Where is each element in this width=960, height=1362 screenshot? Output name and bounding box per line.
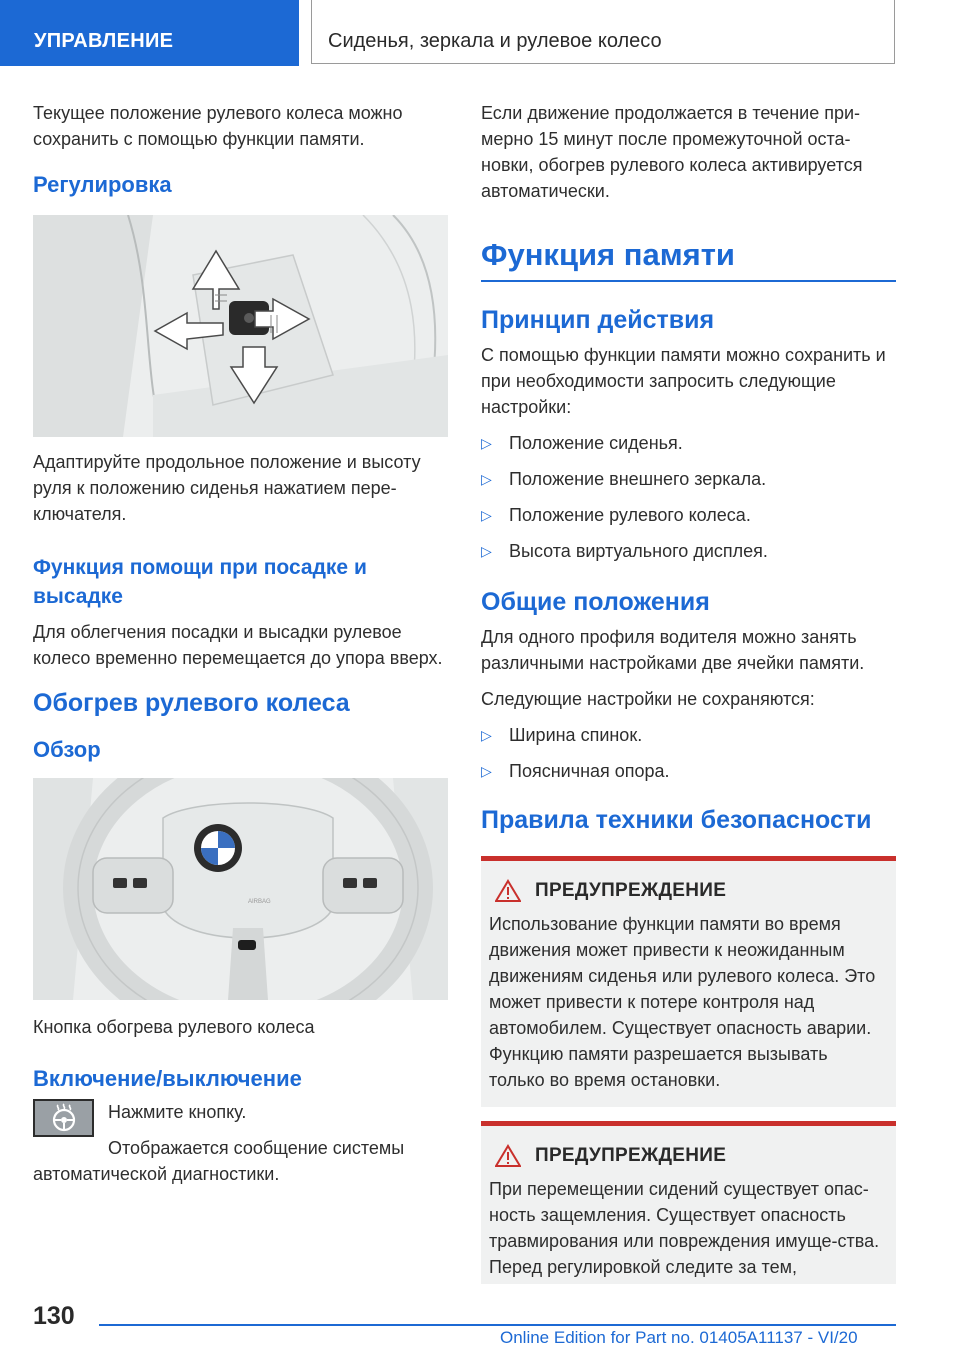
warning-title: ПРЕДУПРЕЖДЕНИЕ	[535, 879, 727, 901]
section-tab[interactable]: УПРАВЛЕНИЕ	[0, 0, 299, 66]
adjust-heading: Регулировка	[33, 172, 172, 197]
list-item: ▷ Ширина спинок.	[481, 722, 896, 748]
svg-text:AIRBAG: AIRBAG	[248, 899, 271, 905]
steering-heating-button-icon[interactable]	[33, 1099, 94, 1137]
adjust-paragraph: Адаптируйте продольное положение и высоту руля к положению сиденья нажатием пере-ключателя.	[33, 452, 421, 524]
page-number: 130	[33, 1302, 75, 1330]
heating-button-text	[108, 1099, 246, 1135]
principle-paragraph: С помощью функции памяти можно сохранить и при необходимости запросить следующие настройки:	[481, 344, 886, 417]
warning-text: Использование функции памяти во время движения может привести к неожиданным движениям сиденья или рулевого колеса. Это может привести к потере контроля над автомобилем. Существует опасность аварии. Функцию памяти разрешается вызывать только во время остановки.	[489, 913, 876, 1090]
footer-edition: Online Edition for Part no. 01405A11137 - VI/20	[500, 1328, 858, 1347]
entry-heading: Функция помощи при посадке и высадке	[33, 556, 367, 608]
right-column	[481, 100, 896, 1298]
general-heading: Общие положения	[481, 587, 710, 616]
list-item: ▷ Положение внешнего зеркала.	[481, 466, 896, 492]
bullet-triangle-icon: ▷	[481, 726, 492, 743]
heating-heading: Обогрев рулевого колеса	[33, 689, 350, 717]
list-item: ▷ Поясничная опора.	[481, 758, 896, 784]
safety-heading: Правила техники безопасности	[481, 805, 872, 834]
warning-text: При перемещении сидений существует опас-ность защемления. Существует опасность травмирования или повреждения имуще-ства. Перед регулировкой следите за тем,	[489, 1178, 880, 1277]
memory-settings-list	[481, 430, 896, 564]
list-item: ▷ Положение рулевого колеса.	[481, 502, 896, 528]
footer-rule	[99, 1324, 896, 1326]
steering-adjust-illustration	[33, 215, 448, 437]
continue-paragraph: Если движение продолжается в течение при-мерно 15 минут после промежуточной оста-новки, обогрев рулевого колеса активируется автоматически.	[481, 103, 863, 201]
page-footer	[0, 1290, 960, 1350]
chapter-title: Сиденья, зеркала и рулевое колесо	[311, 0, 895, 64]
heating-caption: Кнопка обогрева рулевого колеса	[33, 1017, 315, 1037]
steering-wheel-illustration	[33, 778, 448, 1000]
intro-paragraph: Текущее положение рулевого колеса можно сохранить с помощью функции памяти.	[33, 103, 403, 149]
memory-heading-rule	[481, 280, 896, 282]
bullet-triangle-icon: ▷	[481, 542, 492, 559]
warning-triangle-icon	[495, 1144, 521, 1168]
left-column	[33, 100, 448, 1197]
bullet-triangle-icon: ▷	[481, 506, 492, 523]
list-item: ▷ Высота виртуального дисплея.	[481, 538, 896, 564]
bullet-triangle-icon: ▷	[481, 434, 492, 451]
page-header	[0, 0, 960, 66]
warning-box	[481, 1121, 896, 1284]
diag-text: Отображается сообщение системы автоматической диагностики.	[33, 1138, 405, 1184]
not-saved-list	[481, 722, 896, 784]
list-item: ▷ Положение сиденья.	[481, 430, 896, 456]
bullet-triangle-icon: ▷	[481, 762, 492, 779]
warning-triangle-icon	[495, 879, 521, 903]
entry-paragraph: Для облегчения посадки и высадки рулевое колесо временно перемещается до упора вверх.	[33, 622, 443, 668]
warning-box	[481, 856, 896, 1107]
bullet-triangle-icon: ▷	[481, 470, 492, 487]
warning-title: ПРЕДУПРЕЖДЕНИЕ	[535, 1144, 727, 1166]
general-paragraph: Для одного профиля водителя можно занять различными настройками две ячейки памяти.	[481, 626, 865, 673]
press-button-text: Нажмите кнопку.	[108, 1102, 247, 1122]
principle-heading: Принцип действия	[481, 305, 715, 334]
onoff-heading: Включение/выключение	[33, 1066, 302, 1091]
heating-button-row	[33, 1099, 448, 1137]
memory-heading: Функция памяти	[481, 237, 735, 272]
not-saved-paragraph: Следующие настройки не сохраняются:	[481, 688, 815, 709]
overview-heading: Обзор	[33, 737, 101, 762]
